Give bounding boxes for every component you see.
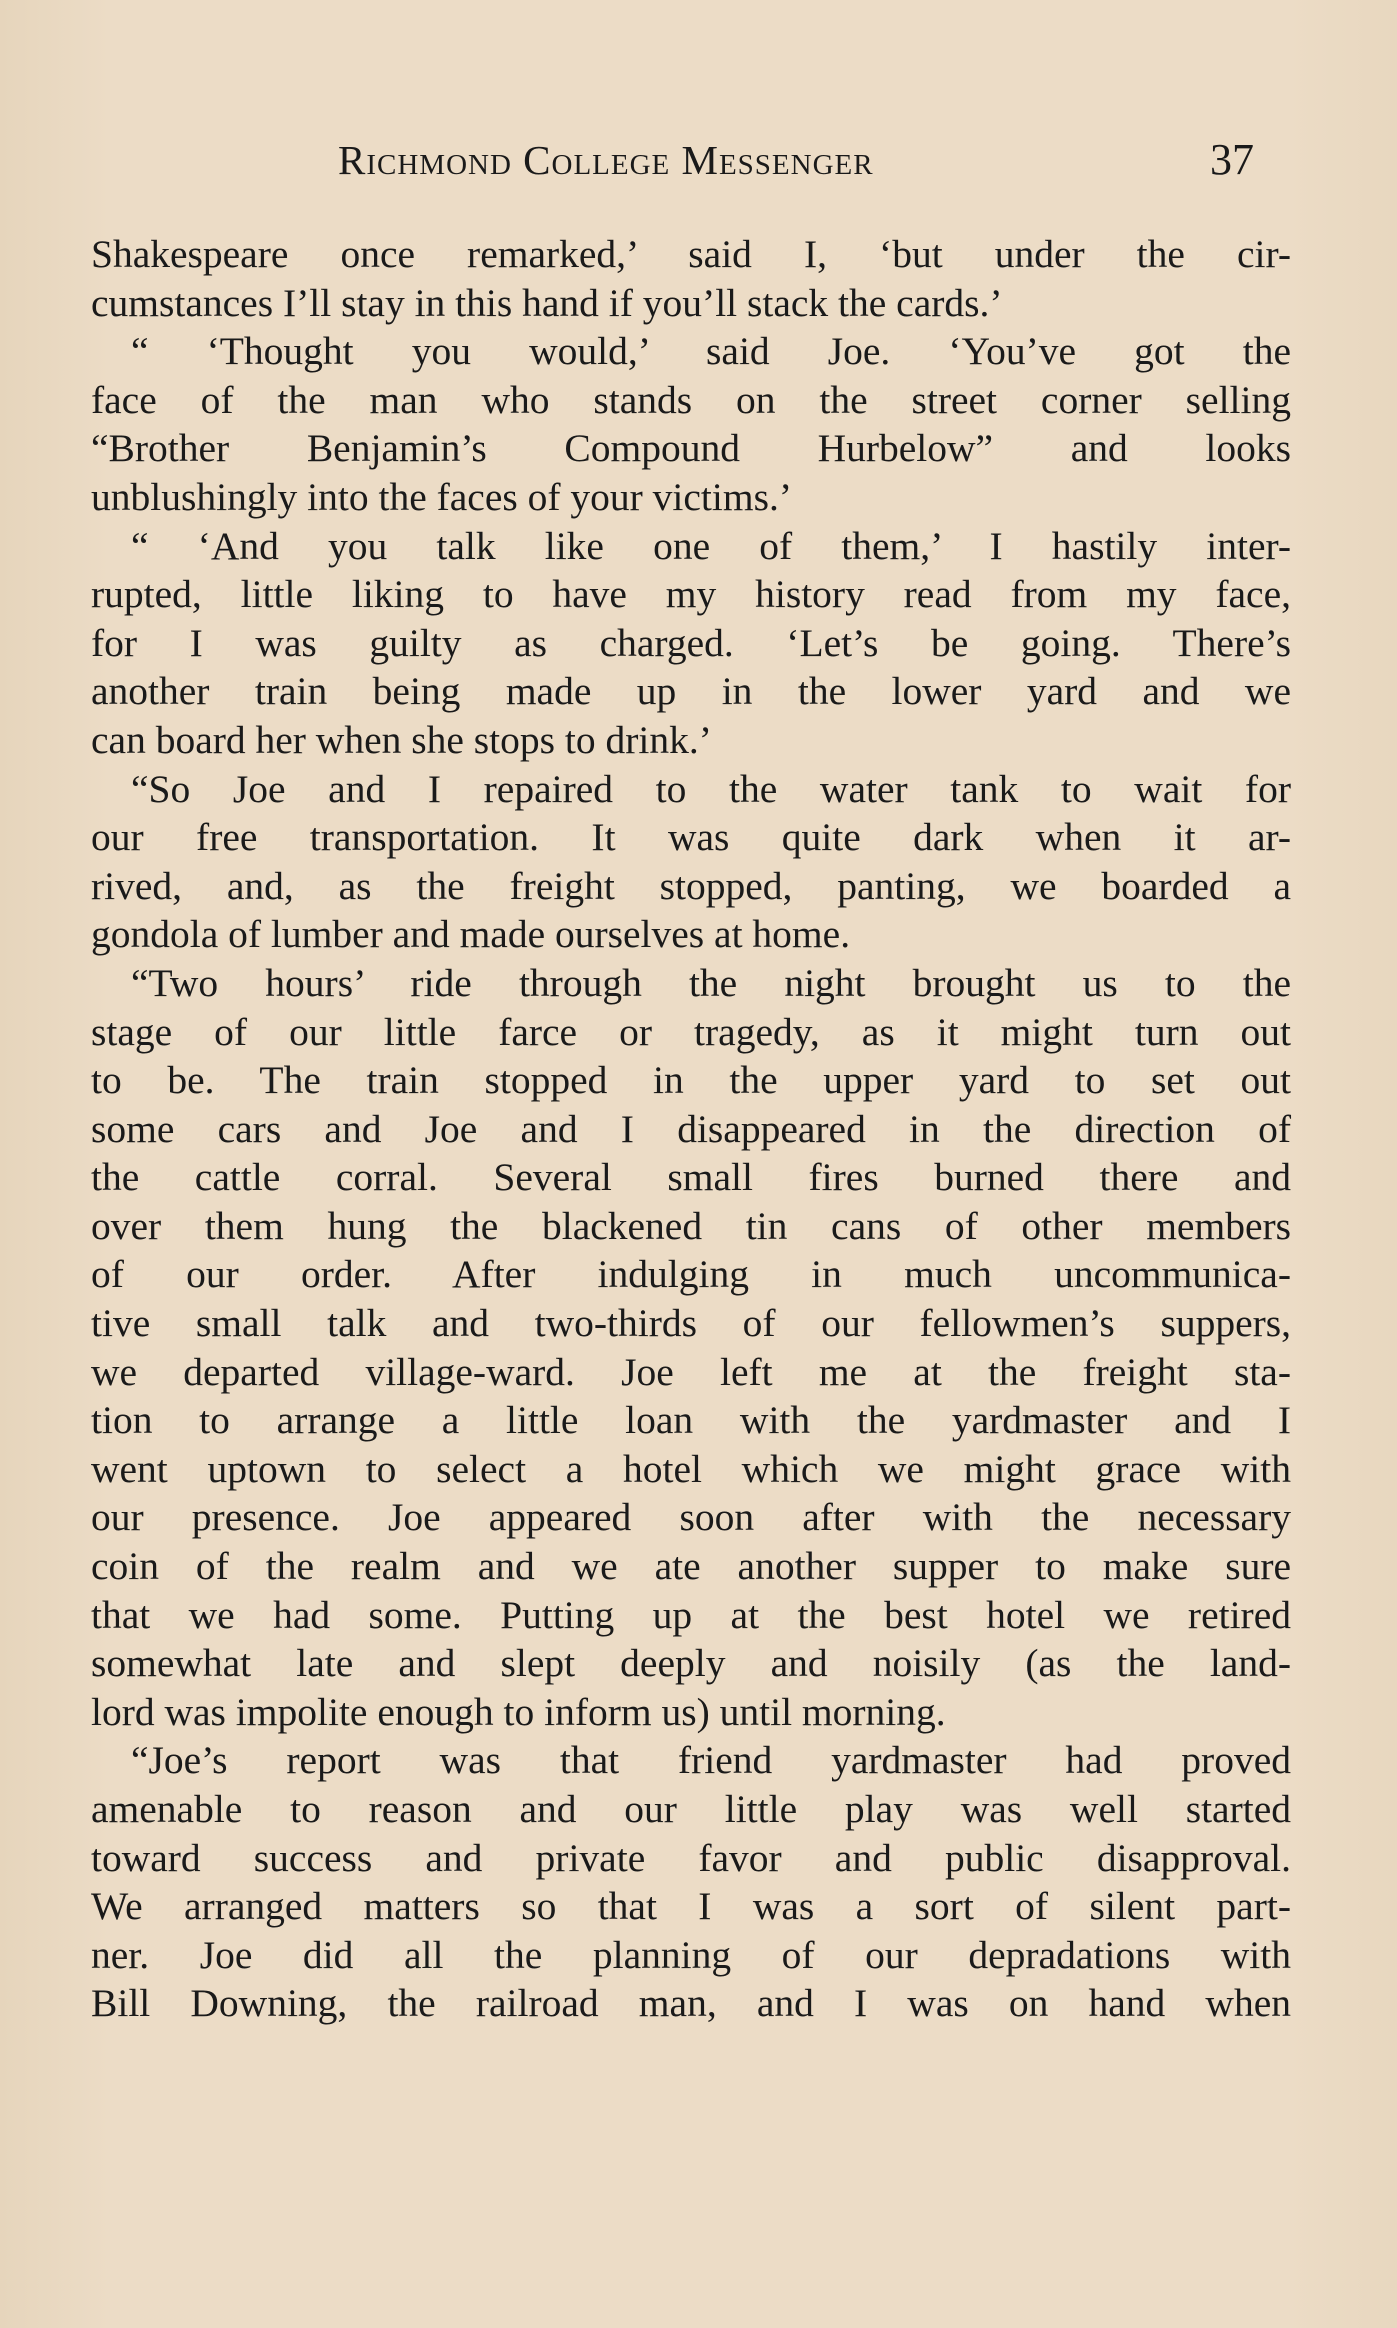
text-line: another train being made up in the lower yard and we: [91, 669, 1291, 714]
text-line: our free transportation. It was quite dark when it ar-: [91, 815, 1291, 860]
text-line: “ ‘And you talk like one of them,’ I hastily inter-: [131, 523, 1291, 568]
text-line: “Joe’s report was that friend yardmaster had proved: [131, 1738, 1291, 1783]
text-line: can board her when she stops to drink.’: [91, 717, 712, 762]
text-line: gondola of lumber and made ourselves at home.: [91, 912, 851, 957]
text-line: cumstances I’ll stay in this hand if you’ll stack the cards.’: [91, 280, 1003, 325]
text-line: the cattle corral. Several small fires burned there and: [91, 1155, 1291, 1200]
running-head: [0, 130, 1397, 190]
text-line: tion to arrange a little loan with the yardmaster and I: [91, 1398, 1291, 1443]
text-line: for I was guilty as charged. ‘Let’s be going. There’s: [91, 620, 1291, 665]
text-line: we departed village-ward. Joe left me at the freight sta-: [91, 1349, 1291, 1394]
text-line: over them hung the blackened tin cans of other members: [91, 1203, 1291, 1248]
text-line: “ ‘Thought you would,’ said Joe. ‘You’ve got the: [131, 329, 1291, 374]
text-line: to be. The train stopped in the upper yard to set out: [91, 1058, 1291, 1103]
text-line: ner. Joe did all the planning of our depradations with: [91, 1932, 1291, 1977]
text-line: stage of our little farce or tragedy, as it might turn out: [91, 1009, 1291, 1054]
text-line: rived, and, as the freight stopped, panting, we boarded a: [91, 863, 1291, 908]
text-line: lord was impolite enough to inform us) until morning.: [91, 1689, 946, 1734]
text-line: “Two hours’ ride through the night brought us to the: [131, 960, 1291, 1005]
text-line: “Brother Benjamin’s Compound Hurbelow” and looks: [91, 426, 1291, 471]
text-line: We arranged matters so that I was a sort of silent part-: [91, 1884, 1291, 1929]
text-line: toward success and private favor and public disapproval.: [91, 1835, 1291, 1880]
text-line: amenable to reason and our little play was well started: [91, 1787, 1291, 1831]
text-line: went uptown to select a hotel which we might grace with: [91, 1446, 1291, 1491]
body-text: [91, 230, 1291, 2028]
text-line: of our order. After indulging in much uncommunica-: [91, 1252, 1291, 1297]
text-line: our presence. Joe appeared soon after with the necessary: [91, 1495, 1291, 1540]
text-line: Bill Downing, the railroad man, and I was on hand when: [91, 1981, 1291, 2026]
text-line: somewhat late and slept deeply and noisily (as the land-: [91, 1641, 1291, 1686]
text-line: face of the man who stands on the street corner selling: [91, 377, 1291, 422]
text-line: coin of the realm and we ate another supper to make sure: [91, 1544, 1291, 1589]
text-line: unblushingly into the faces of your victims.’: [91, 474, 793, 519]
text-line: rupted, little liking to have my history read from my face,: [91, 572, 1291, 617]
text-line: “So Joe and I repaired to the water tank to wait for: [131, 766, 1291, 811]
text-line: that we had some. Putting up at the best hotel we retired: [91, 1592, 1291, 1637]
text-line: some cars and Joe and I disappeared in the direction of: [91, 1106, 1291, 1151]
text-line: tive small talk and two-thirds of our fellowmen’s suppers,: [91, 1301, 1291, 1346]
page-number: 37: [1210, 135, 1254, 184]
text-line: Shakespeare once remarked,’ said I, ‘but under the cir-: [91, 232, 1291, 276]
running-head-title: Richmond College Messenger: [338, 137, 874, 183]
